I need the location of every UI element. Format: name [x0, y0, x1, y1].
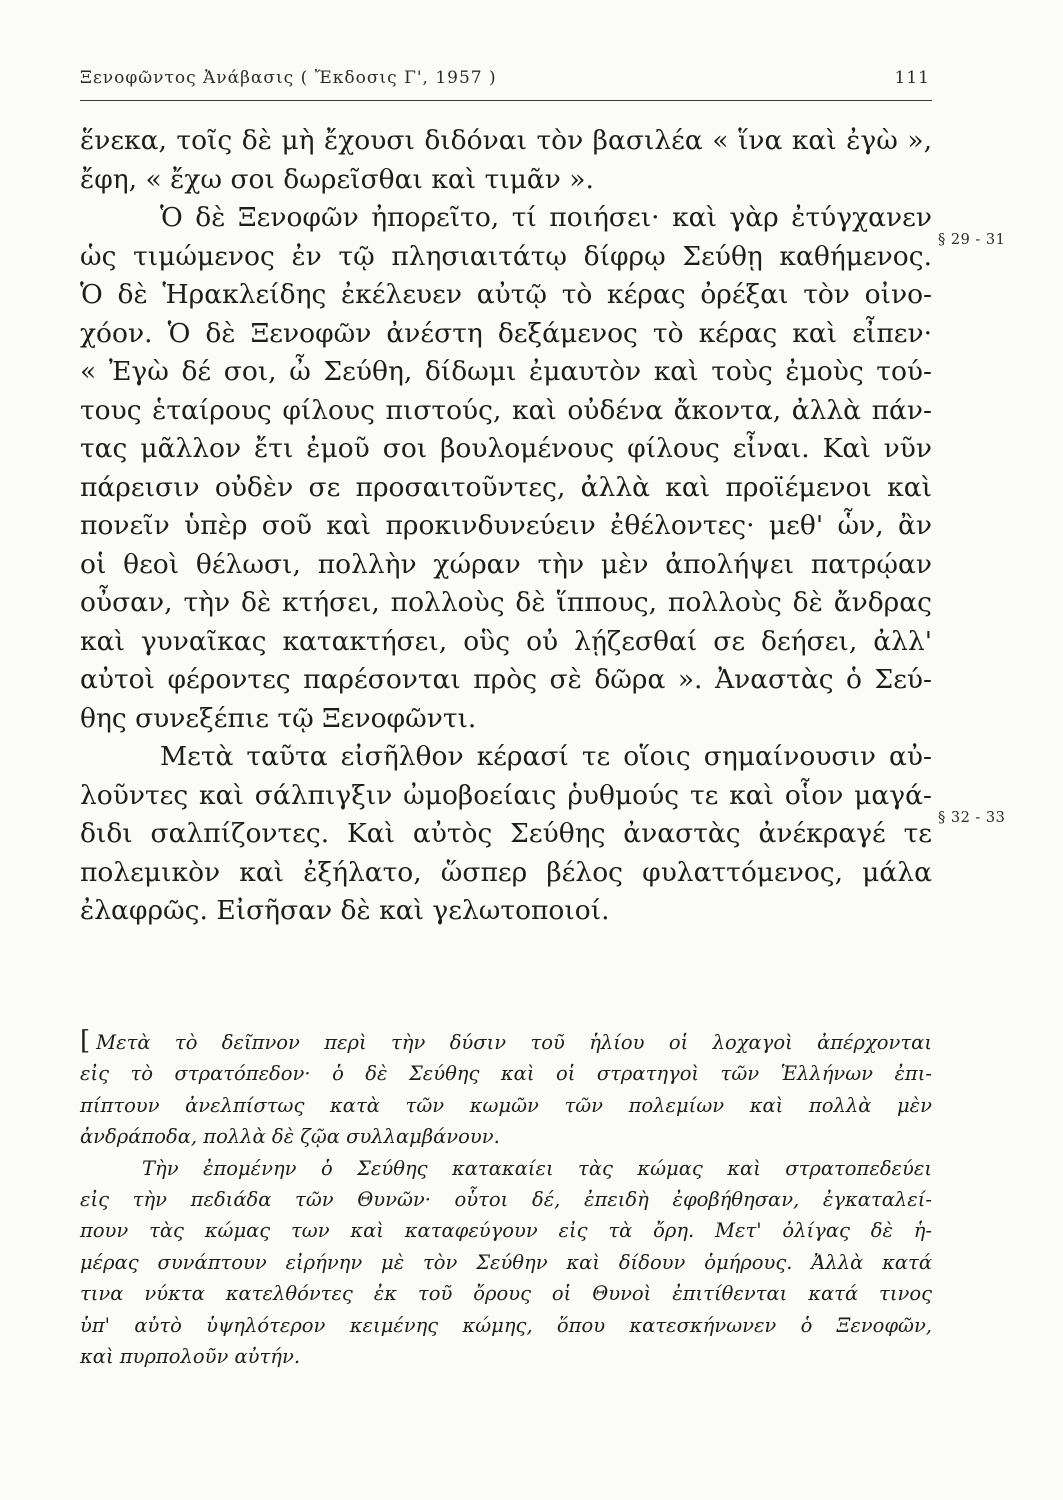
- text-line: χόον. Ὁ δὲ Ξενοφῶν ἀνέστη δεξάμενος τὸ κέρας καὶ εἶπεν·: [80, 317, 932, 349]
- margin-reference: § 29 - 31: [938, 232, 1006, 248]
- summary-bracket: [: [80, 1026, 91, 1056]
- margin-reference: § 32 - 33: [938, 810, 1006, 826]
- summary-line: Μετὰ τὸ δεῖπνον περὶ τὴν δύσιν τοῦ ἡλίου οἱ λοχαγοὶ ἀπέρχονται: [96, 1031, 932, 1054]
- text-line: θης συνεξέπιε τῷ Ξενοφῶντι.: [80, 702, 477, 734]
- text-line: διδι σαλπίζοντες. Καὶ αὐτὸς Σεύθης ἀναστὰς ἀνέκραγέ τε: [80, 818, 932, 849]
- text-line: ἕνεκα, τοῖς δὲ μὴ ἔχουσι διδόναι τὸν βασιλέα « ἵνα καὶ ἐγὼ »,: [80, 125, 932, 156]
- text-line: Ὁ δὲ Ἡρακλείδης ἐκέλευεν αὐτῷ τὸ κέρας ὀρέξαι τὸν οἰνο-: [80, 279, 932, 310]
- summary-line: πίπτουν ἀνελπίστως κατὰ τῶν κωμῶν τῶν πολεμίων καὶ πολλὰ μὲν: [80, 1093, 932, 1117]
- text-line: Μετὰ ταῦτα εἰσῆλθον κέρασί τε οἵοις σημαίνουσιν αὐ-: [160, 741, 932, 772]
- text-line: τους ἑταίρους φίλους πιστούς, καὶ οὐδένα ἄκοντα, ἀλλὰ πάν-: [80, 394, 932, 426]
- text-line: αὐτοὶ φέροντες παρέσονται πρὸς σὲ δῶρα ». Ἀναστὰς ὁ Σεύ-: [80, 664, 932, 695]
- summary-line: μέρας συνάπτουν εἰρήνην μὲ τὸν Σεύθην καὶ δίδουν ὁμήρους. Ἀλλὰ κατά: [80, 1250, 932, 1274]
- text-line: οἱ θεοὶ θέλωσι, πολλὴν χώραν τὴν μὲν ἀπολήψει πατρῴαν: [80, 548, 932, 580]
- summary-line: Τὴν ἐπομένην ὁ Σεύθης κατακαίει τὰς κώμας καὶ στρατοπεδεύει: [142, 1156, 932, 1180]
- text-line: Ὁ δὲ Ξενοφῶν ἠπορεῖτο, τί ποιήσει· καὶ γὰρ ἐτύγχανεν: [160, 202, 932, 233]
- summary-line: εἰς τὴν πεδιάδα τῶν Θυνῶν· οὗτοι δέ, ἐπειδὴ ἐφοβήθησαν, ἐγκαταλεί-: [80, 1188, 932, 1212]
- text-line: οὖσαν, τὴν δὲ κτήσει, πολλοὺς δὲ ἵππους, πολλοὺς δὲ ἄνδρας: [80, 587, 932, 618]
- running-title: Ξενοφῶντος Ἀνάβασις ( Ἔκδοσις Γ', 1957 ): [80, 68, 497, 88]
- text-line: πονεῖν ὑπὲρ σοῦ καὶ προκινδυνεύειν ἐθέλοντες· μεθ' ὧν, ἂν: [80, 510, 932, 541]
- text-line: καὶ γυναῖκας κατακτήσει, οὓς οὐ λῄζεσθαί σε δεήσει, ἀλλ': [80, 625, 932, 657]
- summary-block: [80, 1026, 932, 1372]
- summary-line: ὑπ' αὐτὸ ὑψηλότερον κειμένης κώμης, ὅπου κατεσκήνωνεν ὁ Ξενοφῶν,: [80, 1313, 932, 1337]
- text-line: ἐλαφρῶς. Εἰσῆσαν δὲ καὶ γελωτοποιοί.: [80, 895, 610, 926]
- text-line: πολεμικὸν καὶ ἐξήλατο, ὥσπερ βέλος φυλαττόμενος, μάλα: [80, 856, 932, 888]
- text-line: « Ἐγὼ δέ σοι, ὦ Σεύθη, δίδωμι ἐμαυτὸν καὶ τοὺς ἐμοὺς τού-: [80, 356, 932, 387]
- text-line: πάρεισιν οὐδὲν σε προσαιτοῦντες, ἀλλὰ καὶ προϊέμενοι καὶ: [80, 471, 932, 503]
- text-line: ἔφη, « ἔχω σοι δωρεῖσθαι καὶ τιμᾶν ».: [80, 163, 594, 195]
- running-header: [80, 68, 930, 88]
- main-text: [80, 122, 932, 931]
- summary-line: καὶ πυρπολοῦν αὐτήν.: [80, 1345, 301, 1369]
- text-line: λοῦντες καὶ σάλπιγξιν ὠμοβοείαις ῥυθμούς τε καὶ οἷον μαγά-: [80, 779, 932, 811]
- header-rule: [80, 100, 932, 101]
- summary-line: εἰς τὸ στρατόπεδον· ὁ δὲ Σεύθης καὶ οἱ στρατηγοὶ τῶν Ἑλλήνων ἐπι-: [80, 1062, 932, 1086]
- summary-line: πουν τὰς κώμας των καὶ καταφεύγουν εἰς τὰ ὄρη. Μετ' ὀλίγας δὲ ἡ-: [80, 1219, 932, 1243]
- text-line: ὡς τιμώμενος ἐν τῷ πλησιαιτάτῳ δίφρῳ Σεύθῃ καθήμενος.: [80, 240, 932, 272]
- text-line: τας μᾶλλον ἔτι ἐμοῦ σοι βουλομένους φίλους εἶναι. Καὶ νῦν: [80, 433, 932, 464]
- page-number: 111: [894, 68, 930, 88]
- summary-line: τινα νύκτα κατελθόντες ἐκ τοῦ ὄρους οἱ Θυνοὶ ἐπιτίθενται κατά τινος: [80, 1282, 932, 1306]
- summary-line: ἀνδράποδα, πολλὰ δὲ ζῷα συλλαμβάνουν.: [80, 1125, 500, 1149]
